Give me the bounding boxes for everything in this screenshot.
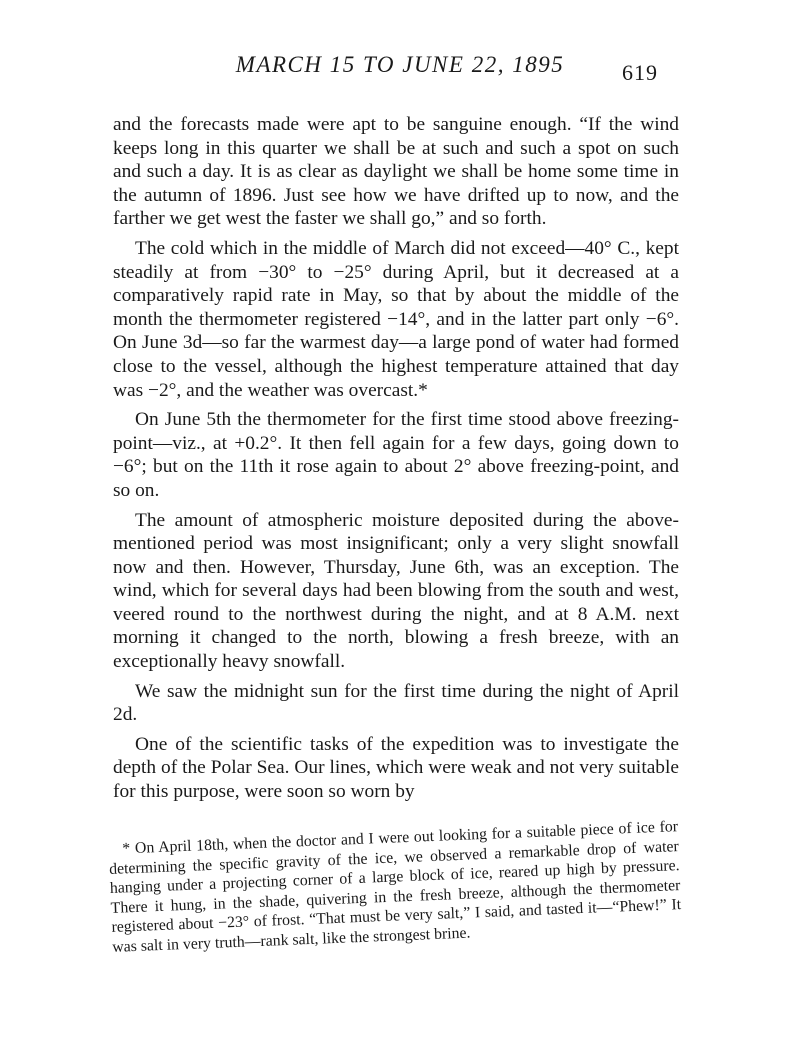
running-title: MARCH 15 TO JUNE 22, 1895	[235, 52, 565, 77]
paragraph-6: One of the scientific tasks of the expedition was to investigate the depth of the Polar Sea. Our lines, which were weak and not very suitable for this purpose, were soon so worn by	[113, 733, 679, 803]
paragraph-5: We saw the midnight sun for the first time during the night of April 2d.	[113, 680, 679, 726]
paragraph-1: and the forecasts made were apt to be sanguine enough. “If the wind keeps long in this quarter we shall be at such and such a spot on such and such a day. It is as clear as daylight we shall be home some time in the autumn of 1896. Just see how we have drifted up to now, and the farther we get west the faster we shall go,” and so forth.	[113, 114, 679, 230]
paragraph-3: On June 5th the thermometer for the first time stood above freezing-point—viz., at +0.2°. It then fell again for a few days, going down to −6°; but on the 11th it rose again to about 2° above freezing-point, and so on.	[113, 409, 679, 501]
paragraph-2: The cold which in the middle of March did not exceed—40° C., kept steadily at from −30° to −25° during April, but it decreased at a comparatively rapid rate in May, so that by about the middle of the month the thermometer registered −14°, and in the latter part only −6°. On June 3d—so far the warmest day—a large pond of water had formed close to the vessel, although the highest temperature attained that day was −2°, and the weather was overcast.*	[113, 237, 679, 401]
footnote	[108, 817, 682, 957]
paragraph-4: The amount of atmospheric moisture deposited during the above-mentioned period was most insignificant; only a very slight snowfall now and then. However, Thursday, June 6th, was an exception. The wind, which for several days had been blowing from the south and west, veered round to the northwest during the night, and at 8 A.M. next morning it changed to the north, blowing a fresh breeze, with an exceptionally heavy snowfall.	[113, 509, 679, 673]
body-text	[113, 113, 679, 810]
footnote-text: * On April 18th, when the doctor and I were out looking for a suitable piece of ice for determining the specific gravity of the ice, we observed a remarkable drop of water hanging under a projecting corner of a large block of ice, reared up high by pressure. There it hung, in the shade, quivering in the fresh breeze, although the thermometer registered about −23° of frost. “That must be very salt,” I said, and tasted it—“Phew!” It was salt in very truth—rank salt, like the strongest brine.	[108, 818, 682, 956]
page-number: 619	[622, 60, 658, 85]
